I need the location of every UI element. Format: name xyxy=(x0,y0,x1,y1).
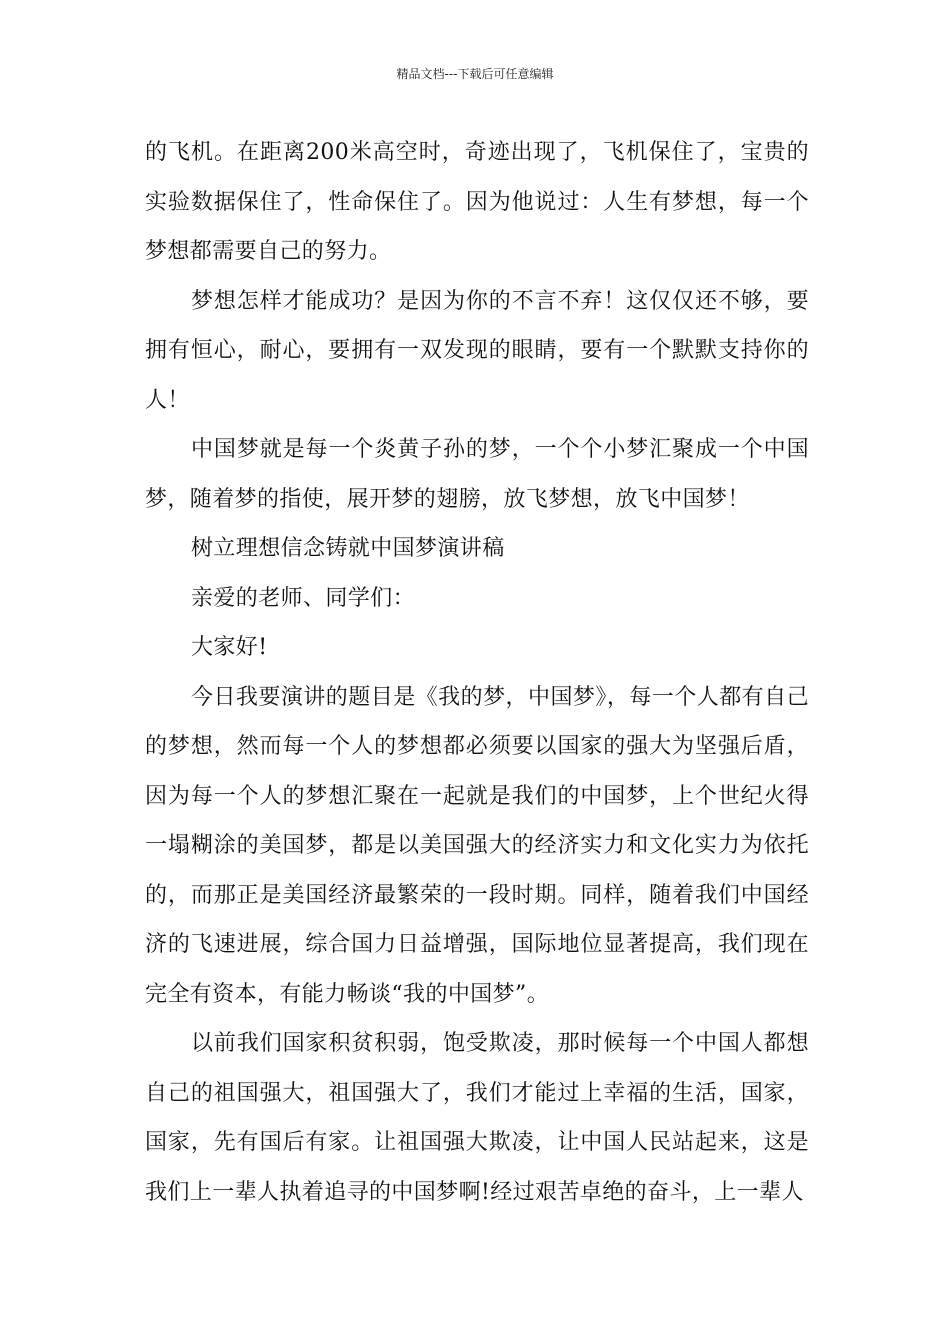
paragraph-1: 的飞机。在距离200米高空时，奇迹出现了，飞机保住了，宝贵的实验数据保住了，性命保住了。因为他说过：人生有梦想，每一个梦想都需要自己的努力。 xyxy=(145,140,809,264)
page-header: 精品文档---下载后可任意编辑 xyxy=(396,67,554,81)
speech-title: 树立理想信念铸就中国梦演讲稿 xyxy=(191,536,505,561)
paragraph-8: 以前我们国家积贫积弱，饱受欺凌，那时候每一个中国人都想自己的祖国强大，祖国强大了，我们才能过上幸福的生活，国家，国家，先有国后有家。让祖国强大欺凌，让中国人民站起来，这是我们上一辈人执着追寻的中国梦啊!经过艰苦卓绝的奋斗，上一辈人 xyxy=(145,1031,809,1205)
paragraph-3: 中国梦就是每一个炎黄子孙的梦，一个个小梦汇聚成一个中国梦，随着梦的指使，展开梦的翅膀，放飞梦想，放飞中国梦！ xyxy=(145,437,809,512)
document-body xyxy=(145,128,809,1217)
paragraph-7: 今日我要演讲的题目是《我的梦，中国梦》，每一个人都有自己的梦想，然而每一个人的梦想都必须要以国家的强大为坚强后盾，因为每一个人的梦想汇聚在一起就是我们的中国梦，上个世纪火得一塌糊涂的美国梦，都是以美国强大的经济实力和文化实力为依托的，而那正是美国经济最繁荣的一段时期。同样，随着我们中国经济的飞速进展，综合国力日益增强，国际地位显著提高，我们现在完全有资本，有能力畅谈“我的中国梦”。 xyxy=(145,684,809,1007)
greeting: 大家好! xyxy=(191,635,268,660)
salutation: 亲爱的老师、同学们： xyxy=(191,585,416,611)
paragraph-2: 梦想怎样才能成功？是因为你的不言不弃！这仅仅还不够，要拥有恒心，耐心，要拥有一双发现的眼睛，要有一个默默支持你的人！ xyxy=(145,288,809,413)
